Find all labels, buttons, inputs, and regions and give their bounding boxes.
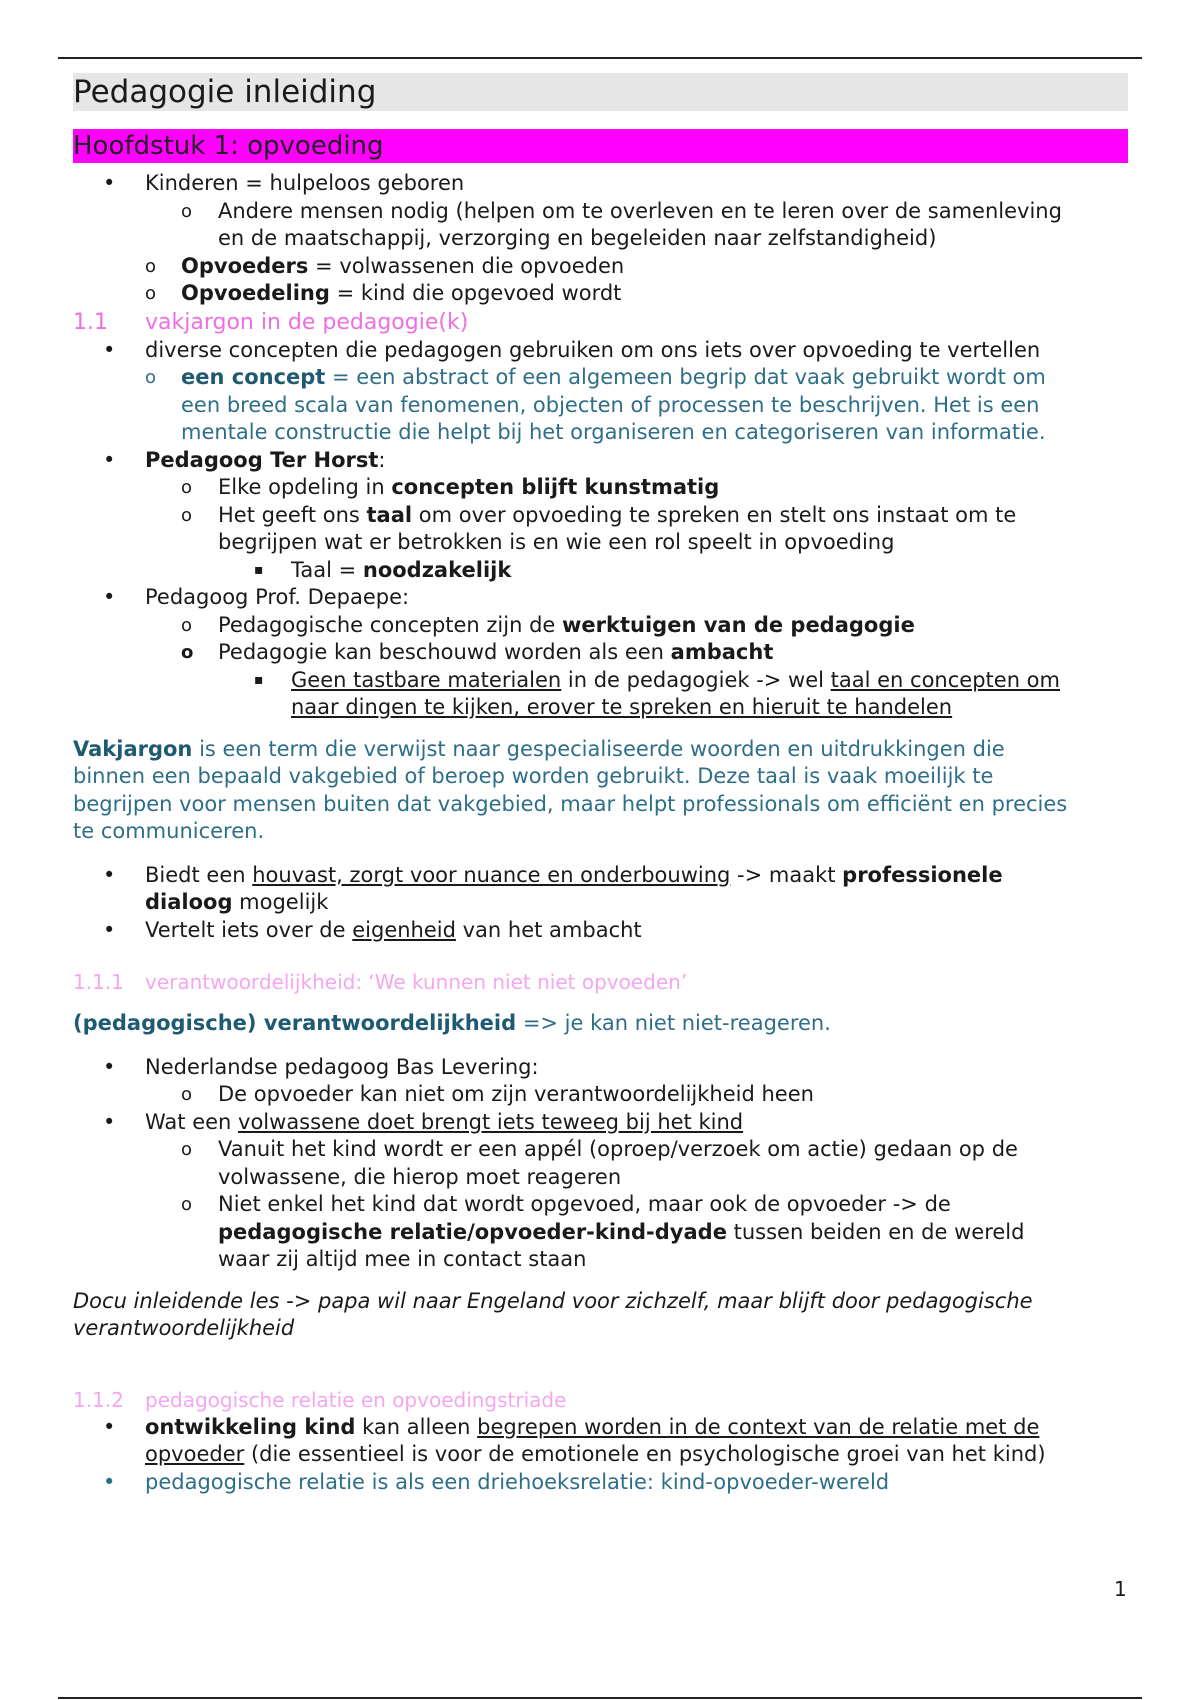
list-item: • Vertelt iets over de eigenheid van het ambacht [73,917,1128,945]
list-item: o De opvoeder kan niet om zijn verantwoordelijkheid heen [73,1081,1128,1109]
bullet-disc-icon: • [103,917,116,942]
list-item: o Opvoeders = volwassenen die opvoeden [73,253,1128,281]
bullet-square-icon: ▪ [254,671,264,688]
bullet-circle-icon: o [181,477,193,498]
bullet-circle-icon: o [145,367,157,388]
list-item: o Vanuit het kind wordt er een appél (oproep/verzoek om actie) gedaan op de [73,1136,1128,1164]
bullet-circle-icon: o [181,1194,193,1215]
list-item: • Biedt een houvast, zorgt voor nuance en onderbouwing -> maakt professionele [73,862,1128,890]
bullet-disc-icon: • [103,1054,116,1079]
bullet-disc-icon: • [103,447,116,472]
bullet-circle-icon: o [181,642,194,663]
list-item: • pedagogische relatie is als een driehoeksrelatie: kind-opvoeder-wereld [73,1469,1128,1497]
bullet-circle-icon: o [145,283,157,304]
bullet-disc-icon: • [103,1469,116,1494]
bottom-rule [58,1697,1142,1699]
list-item: o Pedagogie kan beschouwd worden als een ambacht [73,639,1128,667]
list-item-continuation: waar zij altijd mee in contact staan [218,1247,587,1271]
bullet-circle-icon: o [145,255,157,277]
definition-continuation: mentale constructie die helpt bij het organiseren en categoriseren van informatie. [181,420,1046,444]
section-1-1-2-body [73,1414,1128,1497]
bullet-circle-icon: o [181,504,193,526]
bullet-circle-icon: o [181,200,193,222]
list-item-continuation: opvoeder (die essentieel is voor de emotionele en psychologische groei van het kind) [145,1442,1046,1466]
list-item: ▪ Taal = noodzakelijk [73,557,1128,585]
bullet-disc-icon: • [103,585,116,609]
bullet-circle-icon: o [181,614,193,636]
list-item-continuation: dialoog mogelijk [145,890,329,914]
definition-continuation: een breed scala van fenomenen, objecten of processen te beschrijven. Het is een [181,392,1040,417]
list-item: • Pedagoog Ter Horst: [73,447,1128,475]
section-heading-1-1-2: 1.1.2 pedagogische relatie en opvoedingstriade [73,1387,567,1412]
list-item-continuation: naar dingen te kijken, erover te spreken en hieruit te handelen [291,695,953,719]
document-page [73,73,1128,1496]
bullet-disc-icon: • [103,1109,116,1134]
verantwoordelijkheid-definition: (pedagogische) verantwoordelijkheid => je kan niet niet-reageren. [73,1011,831,1035]
chapter-heading: Hoofdstuk 1: opvoeding [73,129,1128,163]
section-heading-1-1-1: 1.1.1 verantwoordelijkheid: ‘We kunnen niet niet opvoeden’ [73,970,688,994]
section-heading-1-1: 1.1 vakjargon in de pedagogie(k) [73,309,469,335]
list-item-continuation: begrijpen wat er betrokken is en wie een rol speelt in opvoeding [218,530,895,554]
bullet-circle-icon: o [181,1084,193,1105]
list-item: • Kinderen = hulpeloos geboren [73,170,1128,198]
list-item: o Niet enkel het kind dat wordt opgevoed, maar ook de opvoeder -> de [73,1191,1128,1219]
docu-note: Docu inleidende les -> papa wil naar Engeland voor zichzelf, maar blijft door pedagogische verantwoordelijkheid [73,1288,1033,1340]
vakjargon-definition: Vakjargon is een term die verwijst naar gespecialiseerde woorden en uitdrukkingen die binnen een bepaald vakgebied of beroep worden gebruikt. Deze taal is vaak moeilijk te begrijpen voor mensen buiten dat vakgebied, maar helpt professionals om efficiënt en precies te communiceren. [73,736,1068,843]
list-item: • diverse concepten die pedagogen gebruiken om ons iets over opvoeding te vertellen [73,337,1128,365]
top-rule [58,57,1142,59]
page-number: 1 [1114,1577,1127,1601]
section-1-1-1-body [73,1054,1128,1274]
bullet-square-icon: ▪ [254,561,264,578]
list-item-continuation: pedagogische relatie/opvoeder-kind-dyade tussen beiden en de wereld [218,1219,1025,1244]
bullet-disc-icon: • [103,171,116,195]
list-item: o Elke opdeling in concepten blijft kunstmatig [73,474,1128,502]
list-item: ▪ Geen tastbare materialen in de pedagogiek -> wel taal en concepten om [73,667,1128,695]
bullet-disc-icon: • [103,862,116,887]
bullet-disc-icon: • [103,1414,116,1439]
list-item: o Pedagogische concepten zijn de werktuigen van de pedagogie [73,612,1128,640]
list-item: o Opvoedeling = kind die opgevoed wordt [73,280,1128,308]
list-item: o Andere mensen nodig (helpen om te overleven en te leren over de samenleving [73,198,1128,226]
list-item: • Wat een volwassene doet brengt iets teweeg bij het kind [73,1109,1128,1137]
list-item: o Het geeft ons taal om over opvoeding te spreken en stelt ons instaat om te [73,502,1128,530]
section-intro [73,170,1128,308]
list-item-continuation: en de maatschappij, verzorging en begeleiden naar zelfstandigheid) [218,226,937,250]
list-item: • Pedagoog Prof. Depaepe: [73,584,1128,612]
list-item: • Nederlandse pedagoog Bas Levering: [73,1054,1128,1082]
document-title: Pedagogie inleiding [73,73,1128,111]
definition-concept: o een concept = een abstract of een algemeen begrip dat vaak gebruikt wordt om [73,364,1128,392]
section-1-1-body [73,337,1128,945]
list-item-continuation: volwassene, die hierop moet reageren [218,1164,622,1189]
list-item: • ontwikkeling kind kan alleen begrepen worden in de context van de relatie met de [73,1414,1128,1442]
bullet-disc-icon: • [103,337,116,362]
bullet-circle-icon: o [181,1139,193,1160]
